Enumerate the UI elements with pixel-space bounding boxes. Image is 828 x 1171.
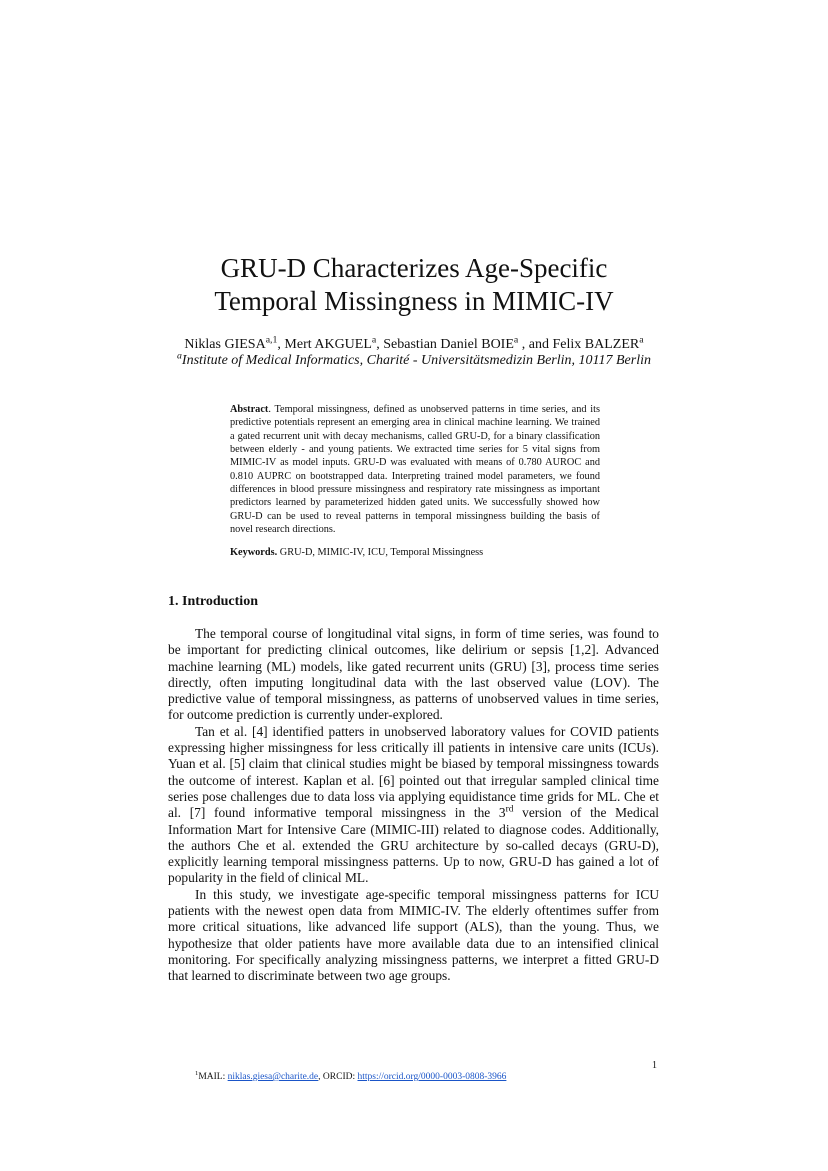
author-affiliation-mark: a,1 bbox=[265, 334, 278, 346]
paragraph bbox=[168, 724, 659, 887]
author-separator: , and bbox=[518, 337, 553, 352]
affiliation bbox=[0, 352, 828, 370]
author-name: Mert AKGUEL bbox=[284, 337, 372, 352]
author-separator: , bbox=[277, 337, 285, 352]
affiliation-text: Institute of Medical Informatics, Charité - Universitätsmedizin Berlin, 10117 Berlin bbox=[181, 353, 651, 368]
abstract bbox=[230, 403, 600, 536]
author-name: Niklas GIESA bbox=[184, 337, 266, 352]
orcid-link[interactable]: https://orcid.org/0000-0003-0808-3966 bbox=[357, 1072, 507, 1082]
keywords bbox=[230, 546, 610, 559]
footnote bbox=[195, 1071, 506, 1083]
author-name: Felix BALZER bbox=[552, 337, 640, 352]
page-number: 1 bbox=[652, 1060, 657, 1071]
footnote-label: MAIL: bbox=[198, 1072, 228, 1082]
paragraph-text: Tan et al. [4] identified patters in unobserved laboratory values for COVID patients expressing higher missingness for less critically ill patients in intensive care units (ICUs). Yuan et al. [5] claim that clinical studies might be biased by temporal missingness towards the outcome of interest. Kaplan et al. [6] pointed out that irregular sampled clinical time series pose challenges due to data loss via applying equidistance time grids for ML. Che et al. [7] found informative temporal missingness in the 3 bbox=[168, 723, 659, 821]
author-name: Sebastian Daniel BOIE bbox=[383, 337, 514, 352]
paragraph: In this study, we investigate age-specific temporal missingness patterns for ICU patients with the newest open data from MIMIC-IV. The elderly oftentimes suffer from more critical situations, like advanced life support (ALS), than the young. Thus, we hypothesize that older patients have more available data due to an intensified clinical monitoring. For specifically analyzing missingness patterns, we interpret a fitted GRU-D that learned to discriminate between two age groups. bbox=[168, 886, 659, 984]
abstract-text: . Temporal missingness, defined as unobserved patterns in time series, and its predictive potentials represent an emerging area in clinical machine learning. We trained a gated recurrent unit with decay mechanisms, called GRU-D, for a binary classification between elderly - and young patients. We extracted time series for 5 vital signs from MIMIC-IV as model inputs. GRU-D was evaluated with means of 0.780 AUROC and 0.810 AUPRC on bootstrapped data. Interpreting trained model parameters, we found differences in blood pressure missingness and respiratory rate missingness as important predictors learned by parameterized hidden gated units. We successfully showed how GRU-D can be used to reveal patterns in temporal missingness building the basis of novel research directions. bbox=[230, 404, 600, 536]
paper-title bbox=[0, 252, 828, 318]
author-affiliation-mark: a bbox=[371, 334, 377, 346]
ordinal-suffix: rd bbox=[505, 804, 514, 815]
email-link[interactable]: niklas.giesa@charite.de bbox=[227, 1072, 319, 1082]
abstract-label: Abstract bbox=[230, 404, 269, 415]
footnote-mark: 1 bbox=[195, 1069, 199, 1077]
footnote-separator: , ORCID: bbox=[318, 1072, 358, 1082]
paragraph: The temporal course of longitudinal vital signs, in form of time series, was found to be important for predicting clinical outcomes, like delirium or sepsis [1,2]. Advanced machine learning (ML) models, like gated recurrent units (GRU) [3], process time series directly, often imputing longitudinal data with the last observed value (LOV). The predictive value of temporal missingness, as patterns of unobserved values in time series, for outcome prediction is currently under-explored. bbox=[168, 626, 659, 723]
keywords-text: GRU-D, MIMIC-IV, ICU, Temporal Missingness bbox=[277, 547, 484, 558]
author-affiliation-mark: a bbox=[513, 334, 519, 346]
author-separator: , bbox=[376, 337, 384, 352]
affiliation-mark: a bbox=[177, 350, 182, 362]
introduction-body bbox=[168, 626, 659, 985]
paragraph-text: version of the Medical Information Mart for Intensive Care (MIMIC-III) related to diagnose codes. Additionally, the authors Che et al. extended the GRU architecture by so-called decays (GRU-D), explicitly learning temporal missingness patterns. Up to now, GRU-D has gained a lot of popularity in the field of clinical ML. bbox=[168, 805, 659, 886]
title-line-2: Temporal Missingness in MIMIC-IV bbox=[214, 286, 614, 316]
keywords-label: Keywords. bbox=[230, 547, 278, 558]
section-heading-introduction: 1. Introduction bbox=[168, 594, 258, 609]
title-line-1: GRU-D Characterizes Age-Specific bbox=[220, 253, 608, 283]
author-affiliation-mark: a bbox=[639, 334, 644, 346]
